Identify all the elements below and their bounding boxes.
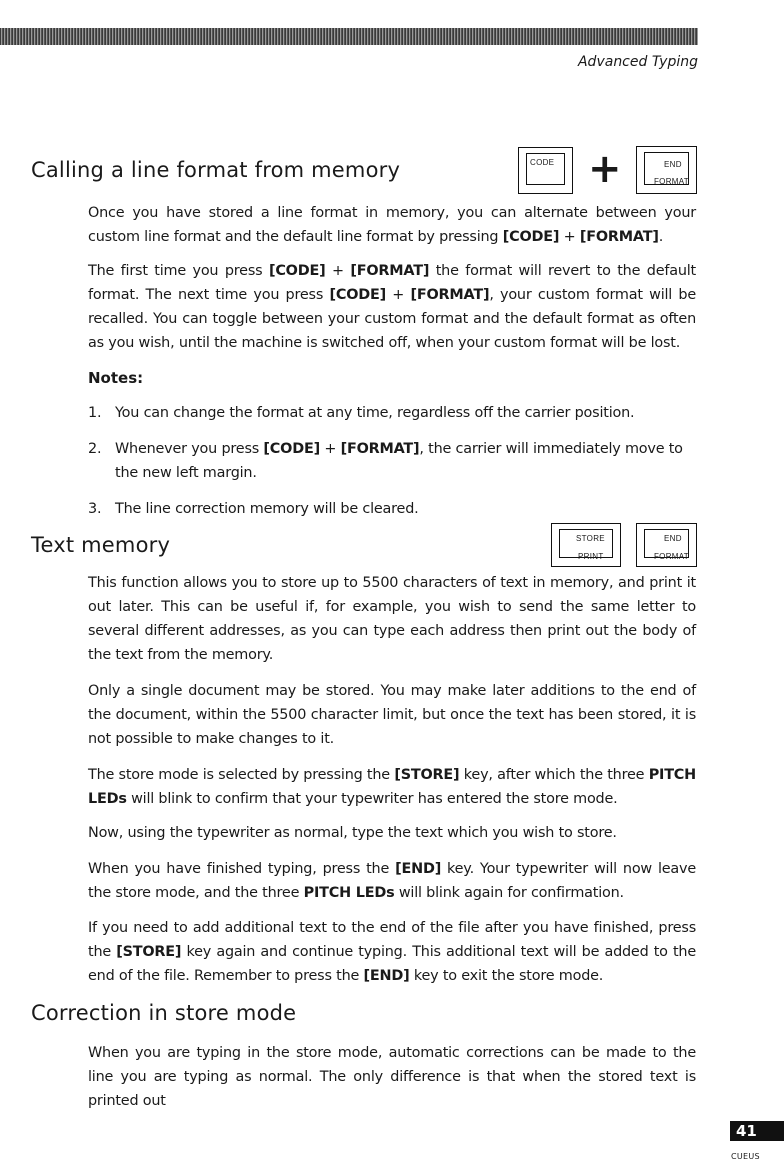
end-key-label: END [664, 160, 682, 169]
paragraph: Only a single document may be stored. You may make later additions to the end of the document, within the 5500 character limit, but once the text has been stored, it is not possible to make changes to it. [88, 683, 696, 747]
paragraph: If you need to add additional text to the end of the file after you have finished, press the [STORE] key again and continue typing. This additional text will be added to the end of the file. Remember to press the [END] key to exit the store mode. [88, 920, 696, 984]
store-print-key-icon [551, 523, 621, 567]
paragraph: When you have finished typing, press the [END] key. Your typewriter will now leave the store mode, and the three PITCH LEDs will blink again for confirmation. [88, 861, 696, 901]
section-title-correction: Correction in store mode [31, 1001, 297, 1025]
paragraph: Now, using the typewriter as normal, type the text which you wish to store. [88, 825, 617, 841]
code-key-icon [518, 147, 573, 194]
brand-mark: CUEUS [731, 1152, 760, 1161]
paragraph: Once you have stored a line format in memory, you can alternate between your custom line format and the default line format by pressing [CODE] + [FORMAT]. [88, 205, 696, 245]
running-head: Advanced Typing [577, 54, 698, 70]
section-title-calling: Calling a line format from memory [31, 158, 401, 182]
end-format-key-icon [636, 146, 697, 194]
notes-label: Notes: [88, 369, 144, 387]
list-item: 2. Whenever you press [CODE] + [FORMAT], the carrier will immediately move to the new left margin. [88, 441, 683, 481]
format-key-label: FORMAT [654, 177, 689, 186]
section-title-text-memory: Text memory [31, 533, 171, 557]
paragraph: This function allows you to store up to 5500 characters of text in memory, and print it out later. This can be useful if, for example, you wish to send the same letter to several different addresses, as you can type each address then print out the body of the text from the memory. [88, 575, 696, 663]
print-key-label: PRINT [578, 552, 604, 561]
paragraph: The store mode is selected by pressing the [STORE] key, after which the three PITCH LEDs will blink to confirm that your typewriter has entered the store mode. [88, 767, 697, 807]
list-item: 3. The line correction memory will be cleared. [88, 501, 419, 517]
store-key-label: STORE [576, 534, 605, 543]
plus-icon: + [588, 146, 622, 192]
end-key-label: END [664, 534, 682, 543]
end-format-key-icon [636, 523, 697, 567]
paragraph: When you are typing in the store mode, automatic corrections can be made to the line you are typing as normal. The only difference is that when the stored text is printed out [88, 1045, 696, 1109]
paragraph: The first time you press [CODE] + [FORMAT] the format will revert to the default format. The next time you press [CODE] + [FORMAT], your custom format will be recalled. You can toggle between your custom format and the default format as often as you wish, until the machine is switched off, when your custom format will be lost. [88, 263, 696, 351]
page-number: 41 [730, 1121, 784, 1141]
decorative-header-band [0, 28, 698, 45]
format-key-label: FORMAT [654, 552, 689, 561]
code-key-label: CODE [530, 158, 555, 167]
list-item: 1. You can change the format at any time, regardless off the carrier position. [88, 405, 635, 421]
